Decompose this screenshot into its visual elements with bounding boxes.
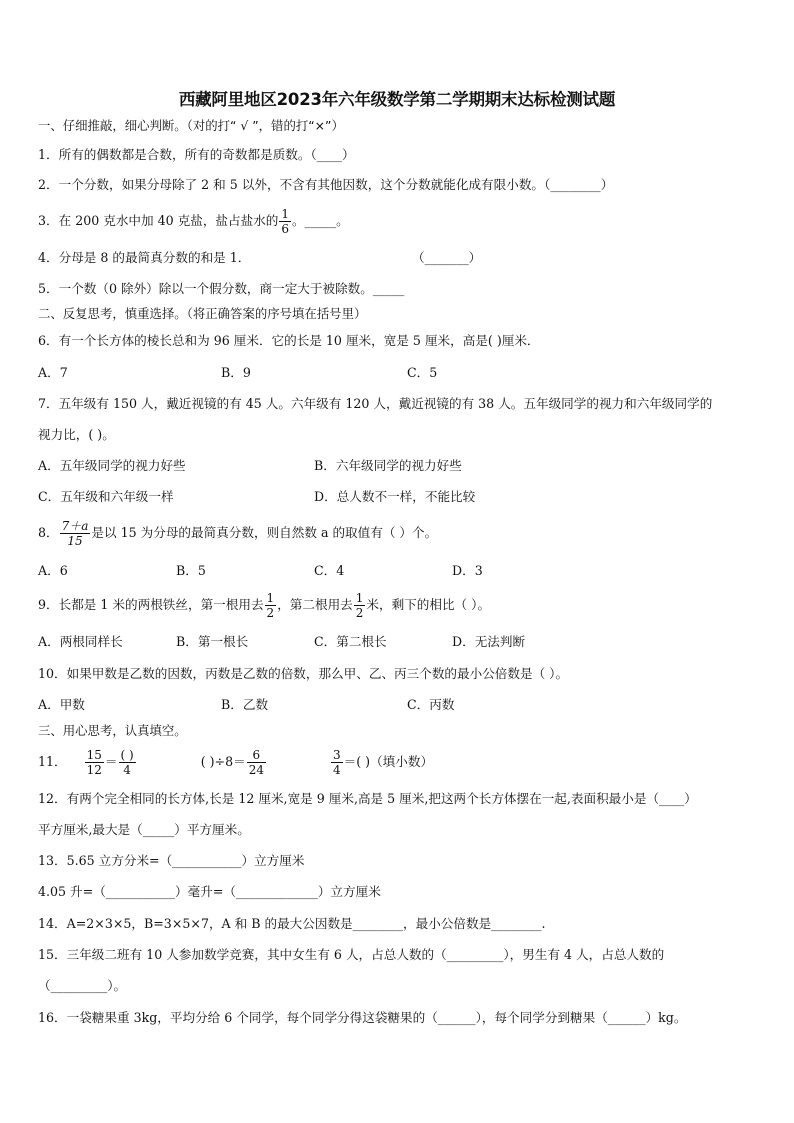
fraction-denominator: 4 xyxy=(123,763,131,777)
fraction-denominator: 2 xyxy=(266,606,275,620)
question-4-answer-blank: （_______） xyxy=(412,250,482,265)
question-13-line-1: 13．5.65 立方分米=（___________）立方厘米 xyxy=(38,853,305,868)
fraction-numerator: 6 xyxy=(247,748,266,763)
question-16: 16．一袋糖果重 3kg，平均分给 6 个同学，每个同学分得这袋糖果的（______），每个同学分到糖果（______）kg。 xyxy=(38,1010,687,1025)
question-9-option-c: C．第二根长 xyxy=(314,634,387,649)
fraction-numerator: 3 xyxy=(333,748,341,762)
fraction-numerator: 1 xyxy=(355,591,364,605)
question-11-decimal: ＝( )（填小数） xyxy=(343,754,434,769)
question-8-option-a: A．6 xyxy=(38,563,68,578)
question-5: 5．一个数（0 除外）除以一个假分数，商一定大于被除数。_____ xyxy=(38,281,405,296)
question-7-line-1: 7．五年级有 150 人，戴近视镜的有 45 人。六年级有 120 人，戴近视镜的有 38 人。五年级同学的视力和六年级同学的 xyxy=(38,396,713,411)
question-3-text: 3．在 200 克水中加 40 克盐，盐占盐水的 xyxy=(38,213,279,228)
question-9-option-a: A．两根同样长 xyxy=(38,634,123,649)
equals-sign: ＝ xyxy=(104,754,118,769)
question-11 xyxy=(38,744,433,780)
question-8-option-d: D．3 xyxy=(452,563,483,578)
page-title: 西藏阿里地区2023年六年级数学第二学期期末达标检测试题 xyxy=(178,90,616,109)
question-3 xyxy=(38,206,349,236)
question-1: 1．所有的偶数都是合数，所有的奇数都是质数。（____） xyxy=(38,147,355,162)
question-11-division: ( )÷8＝ xyxy=(200,754,246,769)
question-15-line-1: 15．三年级二班有 10 人参加数学竞赛，其中女生有 6 人，占总人数的（_________），男生有 4 人，占总人数的 xyxy=(38,947,665,962)
section-2-heading: 二、反复思考，慎重选择。（将正确答案的序号填在括号里） xyxy=(38,306,367,321)
fraction-one-half xyxy=(354,591,366,620)
question-7-option-d: D．总人数不一样，不能比较 xyxy=(314,489,476,504)
question-8-option-b: B．5 xyxy=(176,563,206,578)
question-12-line-2: 平方厘米,最大是（_____）平方厘米。 xyxy=(38,822,250,837)
section-1-heading: 一、仔细推敲，细心判断。（对的打“ √ ”，错的打“×”） xyxy=(38,118,344,133)
fraction-denominator: 6 xyxy=(281,222,290,236)
question-7-line-2: 视力比，( )。 xyxy=(38,427,115,442)
question-6-option-a: A．7 xyxy=(38,365,68,380)
fraction-denominator: 15 xyxy=(67,534,83,548)
question-10: 10．如果甲数是乙数的因数，丙数是乙数的倍数，那么甲、乙、丙三个数的最小公倍数是（ ）。 xyxy=(38,666,569,681)
question-8-option-c: C．4 xyxy=(314,563,345,578)
question-11-number: 11． xyxy=(38,754,67,769)
question-9-middle: ，第二根用去 xyxy=(277,597,353,612)
question-10-option-a: A．甲数 xyxy=(38,697,85,712)
question-9-option-b: B．第一根长 xyxy=(176,634,249,649)
fraction-blank-over-4 xyxy=(119,748,136,777)
question-9-tail: 米，剩下的相比（ ）。 xyxy=(366,597,491,612)
fraction-numerator: 1 xyxy=(266,591,275,605)
question-14: 14．A=2×3×5，B=3×5×7，A 和 B 的最大公因数是________，最小公倍数是________. xyxy=(38,916,546,931)
question-7-option-b: B．六年级同学的视力好些 xyxy=(314,458,462,473)
fraction-15-over-12 xyxy=(85,748,104,777)
fraction-numerator: 7＋a xyxy=(61,519,89,533)
question-9-text: 9．长都是 1 米的两根铁丝，第一根用去 xyxy=(38,597,264,612)
question-9 xyxy=(38,589,490,621)
fraction-denominator: 2 xyxy=(355,606,364,620)
question-8-text: 是以 15 为分母的最简真分数，则自然数 a 的取值有（ ）个。 xyxy=(91,525,438,540)
question-7-option-a: A．五年级同学的视力好些 xyxy=(38,458,186,473)
question-2: 2．一个分数，如果分母除了 2 和 5 以外，不含有其他因数，这个分数就能化成有限小数。（________） xyxy=(38,177,614,192)
section-3-heading: 三、用心思考，认真填空。 xyxy=(38,723,187,738)
question-6: 6．有一个长方体的棱长总和为 96 厘米．它的长是 10 厘米，宽是 5 厘米，高是( )厘米． xyxy=(38,333,540,348)
question-10-option-c: C．丙数 xyxy=(407,697,455,712)
question-7-option-c: C．五年级和六年级一样 xyxy=(38,489,174,504)
fraction-6-over-24 xyxy=(247,748,266,777)
question-3-tail: 。_____。 xyxy=(292,213,349,228)
question-12-line-1: 12．有两个完全相同的长方体,长是 12 厘米,宽是 9 厘米,高是 5 厘米,把这两个长方体摆在一起,表面积最小是（____） xyxy=(38,791,697,806)
question-8 xyxy=(38,516,437,550)
fraction-numerator: ( ) xyxy=(120,748,134,762)
question-10-option-b: B．乙数 xyxy=(221,697,269,712)
fraction-7-plus-a-over-15 xyxy=(60,519,91,548)
fraction-numerator: 1 xyxy=(281,207,290,221)
question-4: 4．分母是 8 的最简真分数的和是 1． xyxy=(38,250,251,265)
fraction-3-over-4 xyxy=(331,748,343,777)
fraction-denominator: 24 xyxy=(248,763,264,777)
question-13-line-2: 4.05 升=（___________）毫升=（_____________）立方厘米 xyxy=(38,884,381,899)
fraction-denominator: 4 xyxy=(333,763,341,777)
question-15-line-2: （_________）。 xyxy=(38,978,127,993)
question-6-option-b: B．9 xyxy=(221,365,251,380)
fraction-denominator: 12 xyxy=(86,763,102,777)
question-8-number: 8． xyxy=(38,525,59,540)
fraction-numerator: 15 xyxy=(86,748,102,762)
question-9-option-d: D．无法判断 xyxy=(452,634,526,649)
fraction-one-half xyxy=(265,591,277,620)
question-6-option-c: C．5 xyxy=(407,365,438,380)
fraction-one-sixth xyxy=(279,207,291,236)
